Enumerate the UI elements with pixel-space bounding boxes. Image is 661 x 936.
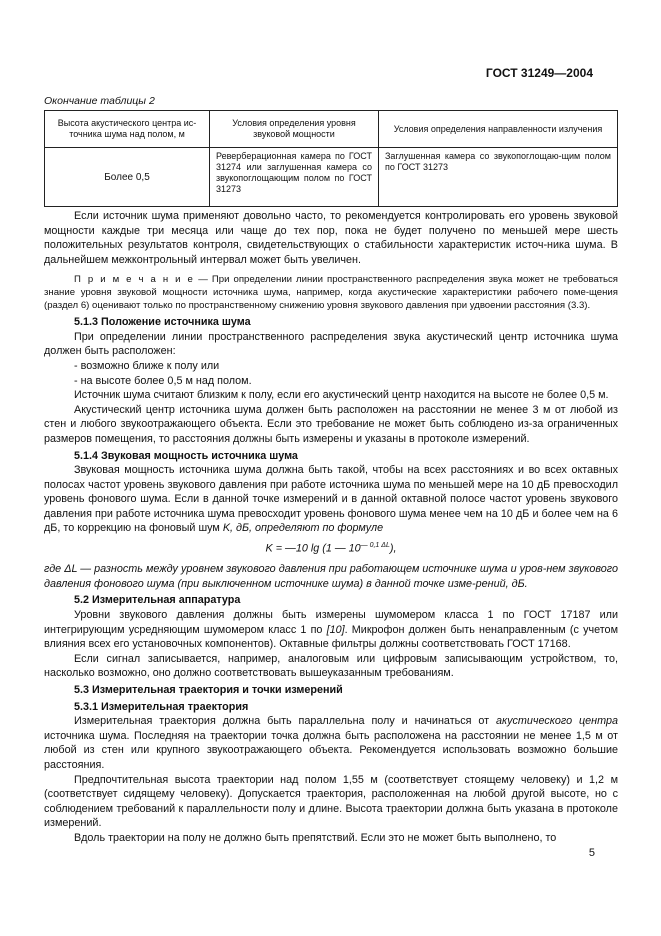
paragraph-text: . Микрофон должен быть ненаправленным (с учетом влияния всех его установочных компонентов). Октавные фильтры должны соответствовать ГОСТ 17168. — [44, 623, 618, 651]
section-heading-5-3-1: 5.3.1 Измерительная траектория — [74, 700, 249, 713]
list-item: - на высоте более 0,5 м над полом. — [74, 374, 252, 387]
paragraph: При определении линии пространственного распределения звука акустический центр источника шума должен быть расположен: — [44, 330, 618, 358]
paragraph-text: Измерительная траектория должна быть параллельна полу и начинаться от — [74, 715, 497, 728]
table-cell-power: Реверберационная камера по ГОСТ 31274 или заглушенная камера со звукопоглощающим полом по ГОСТ 31273 — [210, 148, 379, 207]
paragraph: Если источник шума применяют довольно часто, то рекомендуется контролировать его уровень звуковой мощности каждые три месяца или чаще до тех пор, пока не будет получено по меньшей мере шесть положительных результатов контроля, свидетельствующих о стабильности характеристик источ-ника шума. В дальнейшем межконтрольный интервал может быть увеличен. — [44, 210, 618, 266]
table-header-power: Условия определения уровня звуковой мощности — [210, 111, 379, 148]
section-heading-5-3: 5.3 Измерительная траектория и точки измерений — [74, 684, 343, 696]
page-number: 5 — [588, 847, 595, 859]
paragraph — [44, 714, 618, 772]
formula-main: K = —10 lg (1 — 10 — [265, 542, 361, 555]
paragraph: Предпочтительная высота траектории над полом 1,55 м (соответствует стоящему человеку) и 1,2 м (соответствует сидящему человеку). Допускается траектория, расположенная на любой другой высоте, но с соблюдением требований к параллельности полу и длине. Высота траектории должна быть указана в протоколе измерений. — [44, 773, 618, 830]
section-heading-5-1-4: 5.1.4 Звуковая мощность источника шума — [74, 449, 298, 462]
table-cell-direction: Заглушенная камера со звукопоглощаю-щим полом по ГОСТ 31273 — [379, 148, 618, 207]
formula-end: ), — [389, 542, 397, 555]
paragraph-text: источника шума. Последняя на траектории точка должна быть расположена на расстоянии не менее 1,5 м от любой из стен или крупного звукоотражающего объекта. Рекомендуется использовать возможно большие расстояния. — [44, 729, 618, 771]
table-caption: Окончание таблицы 2 — [44, 95, 155, 107]
table-2 — [44, 110, 618, 207]
section-heading-5-2: 5.2 Измерительная аппаратура — [74, 594, 241, 607]
table-header-direction: Условия определения направленности излучения — [379, 111, 618, 148]
paragraph — [44, 463, 618, 536]
reference: [10] — [326, 623, 345, 636]
formula-explanation: где ΔL — разность между уровнем звукового давления при работающем источнике шума и уров-нем звукового давления фонового шума (при выключенном источнике шума) в данной точке изме-рений, дБ. — [44, 563, 618, 590]
paragraph-text-italic: акустического центра — [496, 715, 618, 728]
table-cell-height: Более 0,5 — [45, 148, 210, 207]
table-header-row — [45, 111, 618, 148]
list-item: - возможно ближе к полу или — [74, 359, 220, 372]
document-body — [44, 209, 618, 846]
note-text: — При определении линии пространственного распределения звука может не требоваться знание уровня звуковой мощности источника шума, например, когда акустические характеристики рабочего поме-щения (раздел 6) оценивают только по пространственному снижению уровня звукового давления при удвоении расстояния (3.3). — [44, 274, 618, 311]
paragraph-text: Звуковая мощность источника шума должна быть такой, чтобы на всех расстояниях и во всех октавных полосах частот уровень звукового давления при работе источника шума по меньшей мере на 10 дБ превосходил уровень фонового шума. Если в данной точке измерений и в данной октавной полосе частот уровень звукового давления при работе источника шума превосходит уровень фонового шума менее чем на 10 дБ и более чем на 6 дБ, то коррекцию на фоновый шум — [44, 464, 618, 535]
paragraph-text-italic: K, дБ, определяют по формуле — [222, 522, 384, 535]
paragraph-text: Уровни звукового давления должны быть измерены шумомером класса 1 по ГОСТ 17187 или интегрирующим усредняющим шумомером класс 1 по — [44, 609, 618, 636]
note-label: П р и м е ч а н и е — [74, 274, 195, 286]
paragraph — [44, 608, 618, 652]
paragraph: Если сигнал записывается, например, аналоговым или цифровым записывающим устройством, то, насколько возможно, оно должно соответствовать вышеуказанным требованиям. — [44, 652, 618, 680]
paragraph: Источник шума считают близким к полу, если его акустический центр находится на высоте не более 0,5 м. — [74, 389, 609, 402]
table-row — [45, 148, 618, 207]
formula-exponent: — 0,1 ΔL — [360, 542, 390, 550]
paragraph: Вдоль траектории на полу не должно быть препятствий. Если это не может быть выполнено, то — [74, 831, 557, 844]
note — [44, 274, 618, 312]
paragraph: Акустический центр источника шума должен быть расположен на расстоянии не менее 3 м от любой из стен и любого звукоотражающего объекта. Если это требование не может быть соблюдено из-за ограниченных размеров помещения, то расстояния должны быть измерены и указаны в протоколе измерений. — [44, 403, 618, 445]
formula — [44, 539, 618, 556]
section-heading-5-1-3: 5.1.3 Положение источника шума — [74, 316, 251, 329]
table-header-height: Высота акустического центра ис-точника шума над полом, м — [45, 111, 210, 148]
document-code: ГОСТ 31249—2004 — [485, 66, 593, 80]
